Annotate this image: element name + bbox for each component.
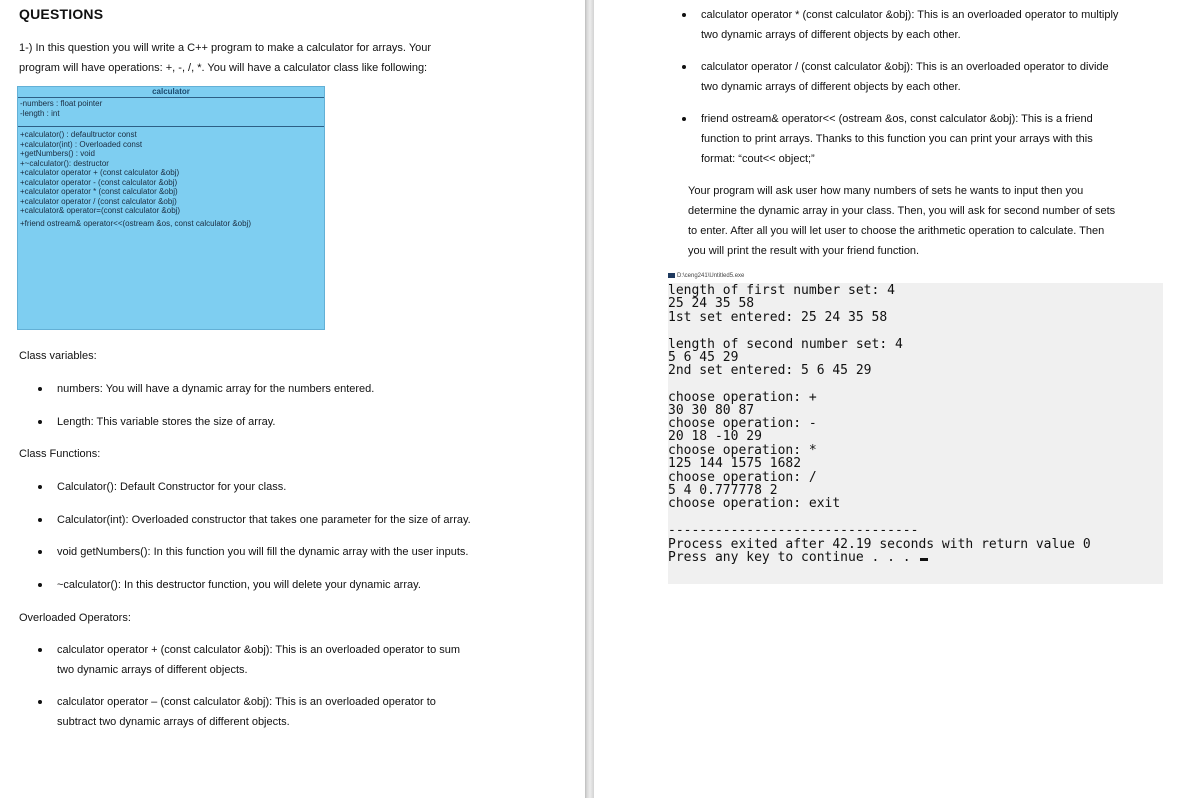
console-line: 2nd set entered: 5 6 45 29 bbox=[668, 363, 872, 378]
class-function-item: ~calculator(): In this destructor function, you will delete your dynamic array. bbox=[38, 575, 421, 595]
uml-operation: +~calculator(): destructor bbox=[20, 158, 109, 168]
console-separator: -------------------------------- bbox=[668, 523, 919, 538]
console-line: length of second number set: 4 bbox=[668, 337, 903, 352]
console-line: 5 4 0.777778 2 bbox=[668, 483, 778, 498]
console-line: choose operation: - bbox=[668, 416, 817, 431]
uml-operation: +calculator operator - (const calculator &obj) bbox=[20, 177, 178, 187]
class-variable-item: numbers: You will have a dynamic array for the numbers entered. bbox=[38, 379, 374, 399]
intro-line-1: 1-) In this question you will write a C++ program to make a calculator for arrays. Your bbox=[19, 42, 432, 54]
console-line: 125 144 1575 1682 bbox=[668, 456, 802, 471]
uml-operation: +calculator(int) : Overloaded const bbox=[20, 139, 143, 149]
console-line: 5 6 45 29 bbox=[668, 350, 739, 365]
console-line: 1st set entered: 25 24 35 58 bbox=[668, 310, 888, 325]
instructions-line: Your program will ask user how many numbers of sets he wants to input then you bbox=[688, 185, 1084, 197]
class-variables-label: Class variables: bbox=[19, 350, 97, 362]
uml-operations bbox=[18, 127, 324, 228]
uml-operation: +getNumbers() : void bbox=[20, 149, 95, 158]
console-line: 25 24 35 58 bbox=[668, 296, 755, 311]
console-output-screenshot bbox=[668, 283, 1163, 584]
overloaded-operator-item: calculator operator – (const calculator &obj): This is an overloaded operator to subtract two dynamic arrays of different objects. bbox=[38, 692, 436, 732]
operator-bullet: calculator operator / (const calculator &obj): This is an overloaded operator to divide two dynamic arrays of different objects by each other. bbox=[682, 57, 1109, 97]
class-functions-label: Class Functions: bbox=[19, 448, 101, 460]
uml-operation: +calculator operator + (const calculator &obj) bbox=[20, 168, 180, 177]
console-line: choose operation: * bbox=[668, 443, 817, 458]
left-document-page bbox=[0, 0, 585, 798]
console-window-title: D:\ceng241\Untitled5.exe bbox=[668, 273, 744, 279]
class-function-item: void getNumbers(): In this function you will fill the dynamic array with the user inputs. bbox=[38, 542, 468, 562]
overloaded-operators-label: Overloaded Operators: bbox=[19, 612, 131, 624]
console-line: length of first number set: 4 bbox=[668, 283, 895, 298]
console-cursor bbox=[920, 558, 928, 561]
operator-bullet: calculator operator * (const calculator &obj): This is an overloaded operator to multiply two dynamic arrays of different objects by each other. bbox=[682, 5, 1118, 45]
console-line: Press any key to continue . . . bbox=[668, 551, 928, 564]
overloaded-operator-item: calculator operator + (const calculator &obj): This is an overloaded operator to sum two dynamic arrays of different objects. bbox=[38, 640, 460, 680]
console-line: 30 30 80 87 bbox=[668, 403, 755, 418]
page-gutter bbox=[585, 0, 594, 798]
uml-operation: +calculator& operator=(const calculator &obj) bbox=[20, 206, 181, 215]
instructions-line: you will print the result with your friend function. bbox=[688, 245, 920, 257]
instructions-line: to enter. After all you will let user to choose the arithmetic operation to calculate. Then bbox=[688, 225, 1105, 237]
uml-class-diagram bbox=[17, 86, 325, 330]
uml-class-name: calculator bbox=[152, 87, 190, 96]
console-line: Process exited after 42.19 seconds with return value 0 bbox=[668, 537, 1091, 552]
console-line: 20 18 -10 29 bbox=[668, 429, 762, 444]
class-variable-item: Length: This variable stores the size of array. bbox=[38, 412, 275, 432]
console-app-icon bbox=[668, 273, 675, 278]
console-line: choose operation: exit bbox=[668, 496, 841, 511]
uml-operation: +calculator() : defaultructor const bbox=[20, 130, 137, 139]
page-heading: QUESTIONS bbox=[19, 6, 104, 22]
uml-attribute: -numbers : float pointer bbox=[20, 99, 103, 108]
intro-line-2: program will have operations: +, -, /, *. You will have a calculator class like following: bbox=[19, 62, 428, 74]
uml-attributes bbox=[18, 98, 324, 126]
friend-function-bullet: friend ostream& operator<< (ostream &os, const calculator &obj): This is a friend function to print arrays. Thanks to this function you can print your arrays with this format: “cout<< object;” bbox=[682, 109, 1093, 169]
uml-operation: +calculator operator / (const calculator &obj) bbox=[20, 196, 177, 206]
console-line: choose operation: / bbox=[668, 470, 817, 485]
uml-friend-operation: +friend ostream& operator<<(ostream &os, const calculator &obj) bbox=[20, 218, 251, 228]
instructions-line: determine the dynamic array in your class. Then, you will ask for second number of sets bbox=[688, 205, 1116, 217]
uml-attribute: -length : int bbox=[20, 108, 60, 118]
uml-operation: +calculator operator * (const calculator &obj) bbox=[20, 187, 178, 196]
class-function-item: Calculator(): Default Constructor for your class. bbox=[38, 477, 286, 497]
class-function-item: Calculator(int): Overloaded constructor that takes one parameter for the size of array. bbox=[38, 510, 471, 530]
console-line: choose operation: + bbox=[668, 390, 817, 405]
